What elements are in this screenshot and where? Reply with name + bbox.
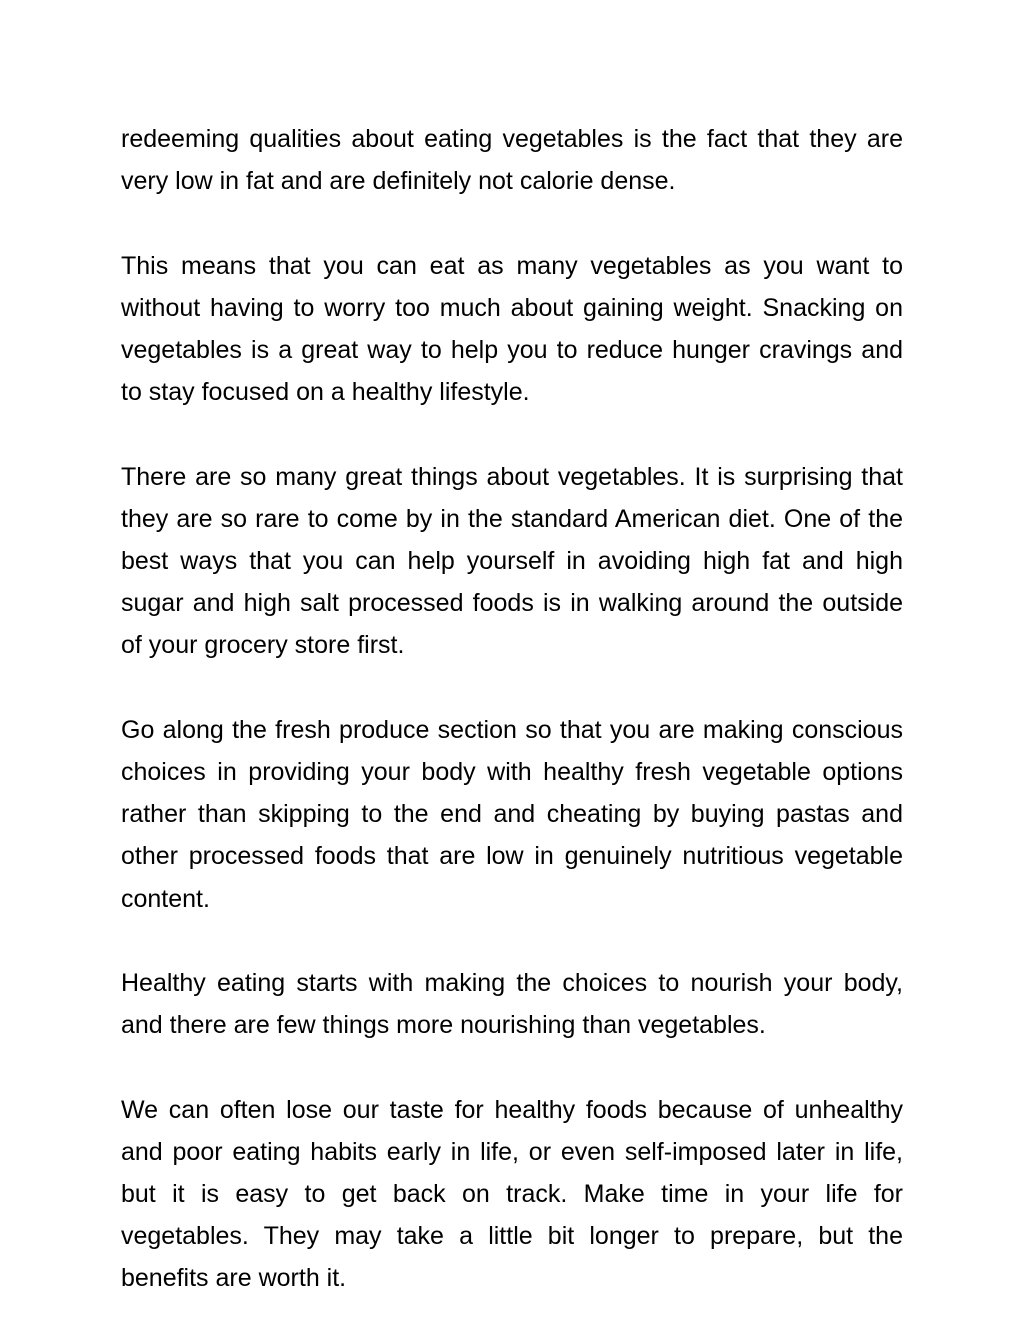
paragraph-6: We can often lose our taste for healthy foods because of unhealthy and poor eating habits early in life, or even self-imposed later in life, but it is easy to get back on track. Make time in your life for vegetables. They may take a little bit longer to prepare, but the benefits are worth it. <box>121 1095 903 1293</box>
paragraph-4: Go along the fresh produce section so that you are making conscious choices in providing your body with healthy fresh vegetable options rather than skipping to the end and cheating by buying pastas and other processed foods that are low in genuinely nutritious vegetable content. <box>121 715 903 913</box>
paragraph-1: redeeming qualities about eating vegetables is the fact that they are very low in fat and are definitely not calorie dense. <box>121 125 903 196</box>
paragraph-3: There are so many great things about vegetables. It is surprising that they are so rare to come by in the standard American diet. One of the best ways that you can help yourself in avoiding high fat and high sugar and high salt processed foods is in walking around the outside of your grocery store first. <box>121 462 903 660</box>
paragraph-2: This means that you can eat as many vegetables as you want to without having to worry too much about gaining weight. Snacking on vegetables is a great way to help you to reduce hunger cravings and to stay focused on a healthy lifestyle. <box>121 251 903 407</box>
paragraph-5: Healthy eating starts with making the choices to nourish your body, and there are few things more nourishing than vegetables. <box>121 969 903 1040</box>
document-page <box>121 118 903 1300</box>
